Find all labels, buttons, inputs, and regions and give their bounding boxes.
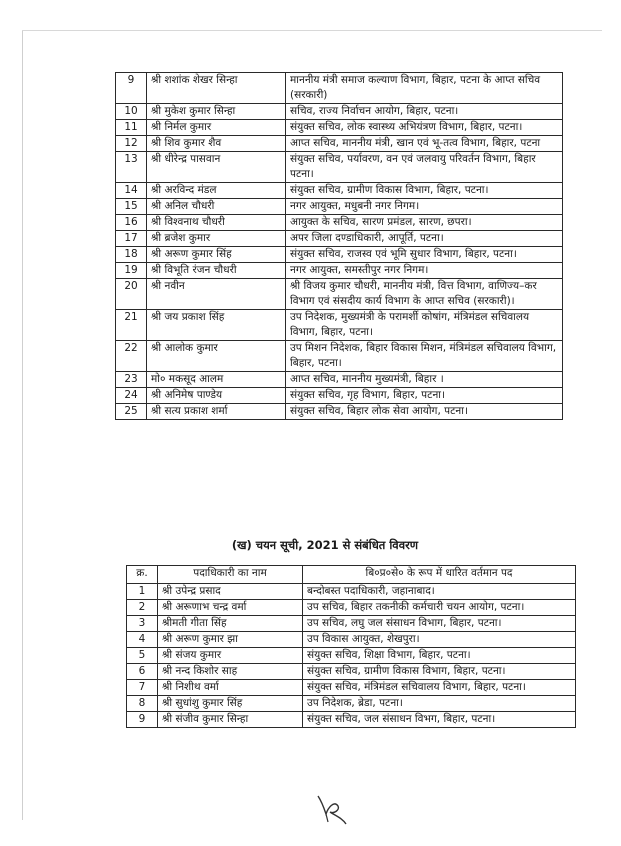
current-post: नगर आयुक्त, समस्तीपुर नगर निगम। bbox=[286, 263, 563, 279]
serial-number: 25 bbox=[116, 404, 147, 420]
header-serial: क्र. bbox=[127, 566, 158, 584]
table-row bbox=[116, 104, 563, 120]
current-post: संयुक्त सचिव, शिक्षा विभाग, बिहार, पटना। bbox=[303, 648, 576, 664]
officer-name: श्री निशीथ वर्मा bbox=[158, 680, 303, 696]
header-current-post: बि०प्र०से० के रूप में धारित वर्तमान पद bbox=[303, 566, 576, 584]
serial-number: 6 bbox=[127, 664, 158, 680]
serial-number: 14 bbox=[116, 183, 147, 199]
serial-number: 10 bbox=[116, 104, 147, 120]
current-post: अपर जिला दण्डाधिकारी, आपूर्ति, पटना। bbox=[286, 231, 563, 247]
current-post: संयुक्त सचिव, ग्रामीण विकास विभाग, बिहार, पटना। bbox=[303, 664, 576, 680]
current-post: नगर आयुक्त, मधुबनी नगर निगम। bbox=[286, 199, 563, 215]
serial-number: 23 bbox=[116, 372, 147, 388]
current-post: उप सचिव, लघु जल संसाधन विभाग, बिहार, पटना। bbox=[303, 616, 576, 632]
table-row bbox=[116, 404, 563, 420]
current-post: आप्त सचिव, माननीय मुख्यमंत्री, बिहार । bbox=[286, 372, 563, 388]
serial-number: 21 bbox=[116, 310, 147, 341]
current-post: माननीय मंत्री समाज कल्याण विभाग, बिहार, पटना के आप्त सचिव (सरकारी) bbox=[286, 73, 563, 104]
officer-name: श्री ब्रजेश कुमार bbox=[147, 231, 286, 247]
officer-name: श्री धीरेन्द्र पासवान bbox=[147, 152, 286, 183]
current-post: संयुक्त सचिव, राजस्व एवं भूमि सुधार विभाग, बिहार, पटना। bbox=[286, 247, 563, 263]
officer-name: श्री निर्मल कुमार bbox=[147, 120, 286, 136]
table-row bbox=[127, 696, 576, 712]
current-post: उप मिशन निदेशक, बिहार विकास मिशन, मंत्रिमंडल सचिवालय विभाग, बिहार, पटना। bbox=[286, 341, 563, 372]
current-post: उप विकास आयुक्त, शेखपुरा। bbox=[303, 632, 576, 648]
current-post: उप निदेशक, मुख्यमंत्री के परामर्शी कोषांग, मंत्रिमंडल सचिवालय विभाग, बिहार, पटना। bbox=[286, 310, 563, 341]
serial-number: 1 bbox=[127, 584, 158, 600]
current-post: संयुक्त सचिव, मंत्रिमंडल सचिवालय विभाग, बिहार, पटना। bbox=[303, 680, 576, 696]
current-post: संयुक्त सचिव, जल संसाधन विभग, बिहार, पटना। bbox=[303, 712, 576, 728]
page-border bbox=[22, 30, 23, 820]
serial-number: 15 bbox=[116, 199, 147, 215]
serial-number: 22 bbox=[116, 341, 147, 372]
table-row bbox=[116, 199, 563, 215]
officer-name: श्री जय प्रकाश सिंह bbox=[147, 310, 286, 341]
serial-number: 11 bbox=[116, 120, 147, 136]
serial-number: 13 bbox=[116, 152, 147, 183]
serial-number: 3 bbox=[127, 616, 158, 632]
table-row bbox=[116, 215, 563, 231]
officer-name: श्री सत्य प्रकाश शर्मा bbox=[147, 404, 286, 420]
officer-name: श्री संजय कुमार bbox=[158, 648, 303, 664]
table-row bbox=[116, 279, 563, 310]
officer-name: श्री अरूण कुमार झा bbox=[158, 632, 303, 648]
current-post: आयुक्त के सचिव, सारण प्रमंडल, सारण, छपरा। bbox=[286, 215, 563, 231]
serial-number: 9 bbox=[116, 73, 147, 104]
current-post: संयुक्त सचिव, लोक स्वास्थ्य अभियंत्रण विभाग, बिहार, पटना। bbox=[286, 120, 563, 136]
serial-number: 2 bbox=[127, 600, 158, 616]
serial-number: 17 bbox=[116, 231, 147, 247]
section-heading: (ख) चयन सूची, 2021 से संबंधित विवरण bbox=[231, 538, 419, 552]
serial-number: 4 bbox=[127, 632, 158, 648]
current-post: श्री विजय कुमार चौधरी, माननीय मंत्री, वित्त विभाग, वाणिज्य–कर विभाग एवं संसदीय कार्य विभाग के आप्त सचिव (सरकारी)। bbox=[286, 279, 563, 310]
officer-name: श्री नन्द किशोर साह bbox=[158, 664, 303, 680]
serial-number: 20 bbox=[116, 279, 147, 310]
officer-name: श्री नवीन bbox=[147, 279, 286, 310]
current-post: उप सचिव, बिहार तकनीकी कर्मचारी चयन आयोग, पटना। bbox=[303, 600, 576, 616]
current-post: संयुक्त सचिव, पर्यावरण, वन एवं जलवायु परिवर्तन विभाग, बिहार पटना। bbox=[286, 152, 563, 183]
table-row bbox=[116, 263, 563, 279]
table-row bbox=[116, 388, 563, 404]
officer-name: श्री अनिल चौधरी bbox=[147, 199, 286, 215]
officer-name: श्री आलोक कुमार bbox=[147, 341, 286, 372]
current-post: उप निदेशक, ब्रेडा, पटना। bbox=[303, 696, 576, 712]
serial-number: 9 bbox=[127, 712, 158, 728]
table-row bbox=[116, 152, 563, 183]
officer-name: श्री अरूण कुमार सिंह bbox=[147, 247, 286, 263]
serial-number: 24 bbox=[116, 388, 147, 404]
table-row bbox=[127, 600, 576, 616]
officer-name: श्री विश्वनाथ चौधरी bbox=[147, 215, 286, 231]
table-row bbox=[116, 310, 563, 341]
table-row bbox=[116, 120, 563, 136]
serial-number: 7 bbox=[127, 680, 158, 696]
page-top-edge bbox=[22, 30, 602, 31]
current-post: बन्दोबस्त पदाधिकारी, जहानाबाद। bbox=[303, 584, 576, 600]
serial-number: 5 bbox=[127, 648, 158, 664]
serial-number: 8 bbox=[127, 696, 158, 712]
current-post: सचिव, राज्य निर्वाचन आयोग, बिहार, पटना। bbox=[286, 104, 563, 120]
table-row bbox=[116, 73, 563, 104]
table-row bbox=[116, 136, 563, 152]
officer-name: श्री मुकेश कुमार सिन्हा bbox=[147, 104, 286, 120]
serial-number: 18 bbox=[116, 247, 147, 263]
officer-name: श्री शशांक शेखर सिन्हा bbox=[147, 73, 286, 104]
current-post: संयुक्त सचिव, गृह विभाग, बिहार, पटना। bbox=[286, 388, 563, 404]
officer-name: श्री उपेन्द्र प्रसाद bbox=[158, 584, 303, 600]
table-row bbox=[116, 247, 563, 263]
signature bbox=[312, 788, 352, 828]
officer-name: श्रीमती गीता सिंह bbox=[158, 616, 303, 632]
table-row bbox=[116, 231, 563, 247]
officer-name: श्री अरविन्द मंडल bbox=[147, 183, 286, 199]
officer-name: श्री शिव कुमार शैव bbox=[147, 136, 286, 152]
officer-name: श्री सुधांशु कुमार सिंह bbox=[158, 696, 303, 712]
table-row bbox=[127, 712, 576, 728]
table-header-row bbox=[127, 566, 576, 584]
table-row bbox=[116, 183, 563, 199]
officers-table-continued bbox=[115, 72, 563, 420]
officer-name: श्री संजीव कुमार सिन्हा bbox=[158, 712, 303, 728]
serial-number: 16 bbox=[116, 215, 147, 231]
current-post: संयुक्त सचिव, ग्रामीण विकास विभाग, बिहार, पटना। bbox=[286, 183, 563, 199]
table-row bbox=[127, 632, 576, 648]
current-post: संयुक्त सचिव, बिहार लोक सेवा आयोग, पटना। bbox=[286, 404, 563, 420]
header-officer-name: पदाधिकारी का नाम bbox=[158, 566, 303, 584]
officer-name: श्री अरूणाभ चन्द्र वर्मा bbox=[158, 600, 303, 616]
officer-name: श्री विभूति रंजन चौधरी bbox=[147, 263, 286, 279]
table-row bbox=[116, 372, 563, 388]
table-row bbox=[127, 664, 576, 680]
selection-list-2021-table bbox=[126, 565, 576, 728]
table-row bbox=[127, 584, 576, 600]
officer-name: मो० मकसूद आलम bbox=[147, 372, 286, 388]
serial-number: 19 bbox=[116, 263, 147, 279]
current-post: आप्त सचिव, माननीय मंत्री, खान एवं भू-तत्व विभाग, बिहार, पटना bbox=[286, 136, 563, 152]
serial-number: 12 bbox=[116, 136, 147, 152]
table-row bbox=[127, 648, 576, 664]
table-row bbox=[127, 680, 576, 696]
officer-name: श्री अनिमेष पाण्डेय bbox=[147, 388, 286, 404]
table-row bbox=[127, 616, 576, 632]
table-row bbox=[116, 341, 563, 372]
